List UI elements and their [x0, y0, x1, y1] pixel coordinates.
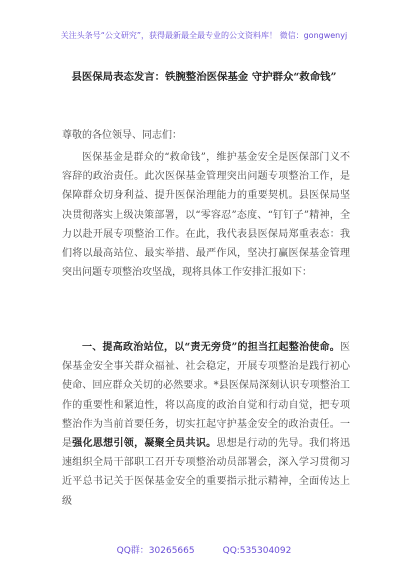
section-1-text-c: 思想是行动的先导。我们将迅速组织全局干部职工召开专项整治动员部署会，深入学习贯彻习近平总书记关于医保基金安全的重要指示批示精神，全面传达上级: [62, 438, 351, 507]
footer-qq: QQ:535304092: [222, 546, 292, 556]
section-1-bold-point: 强化思想引领，凝聚全员共识。: [72, 438, 217, 450]
salutation: 尊敬的各位领导、同志们：: [62, 130, 182, 141]
header-notice: 关注头条号“公文研究”，获得最新最全最专业的公文资料库！ 微信：gongwenyj: [60, 31, 348, 40]
section-1-text-a: 医保基金安全事关群众福祉、社会稳定，开展专项整治是践行初心使命、回应群众关切的必然要求。*县医保局深刻认识专项整治工作的重要性和紧迫性，将以高度的政治自觉和行动自觉，把专项整治作为当前首要任务，切实扛起守护基金安全的政治责任。一是: [62, 342, 350, 450]
footer-qq-group: QQ群：30265665: [116, 546, 195, 556]
paragraph-section-1: [62, 338, 350, 511]
paragraph-intro: 医保基金是群众的“救命钱”，维护基金安全是医保部门义不容辞的政治责任。此次医保基金管理突出问题专项整治工作，是保障群众切身利益、提升医保治理能力的重要契机。县医保局坚决贯彻落实上级决策部署，以“零容忍”态度、“钉钉子”精神，全力以赴开展专项整治工作。在此，我代表县医保局郑重表态：我们将以最高站位、最实举措、最严作风，坚决打赢医保基金管理突出问题专项整治攻坚战，现将具体工作安排汇报如下：: [62, 152, 350, 279]
document-title: 县医保局表态发言：铁腕整治医保基金 守护群众“救命钱”: [71, 71, 337, 83]
footer-contact: [0, 543, 408, 556]
section-1-heading: 一、提高政治站位，以“责无旁贷”的担当扛起整治使命。: [82, 342, 340, 353]
